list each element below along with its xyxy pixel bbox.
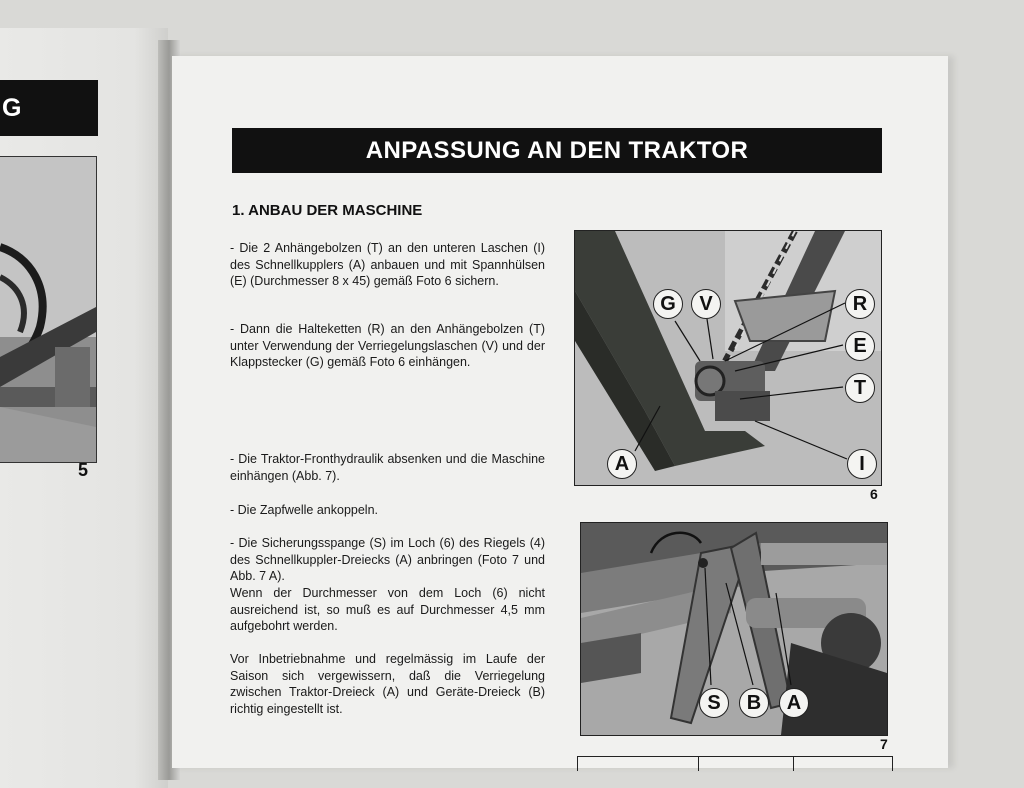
callout-v: V — [691, 289, 721, 319]
table-top-edge — [577, 756, 893, 771]
left-figure-number: 5 — [78, 460, 89, 480]
paragraph-durchmesser: Wenn der Durchmesser von dem Loch (6) nicht ausreichend ist, so muß es auf Durchmesser 4,5 mm aufgebohrt werden. — [230, 586, 545, 633]
paragraph-inbetriebnahme: Vor Inbetriebnahme und regelmässig im Laufe der Saison sich vergewissern, daß die Verriegelung zwischen Traktor-Dreieck (A) und Geräte-Dreieck (B) richtig eingestellt ist. — [230, 652, 545, 716]
figure-number-7: 7 — [880, 736, 888, 752]
left-page-header-bar — [0, 80, 98, 136]
photo-6 — [574, 230, 882, 486]
callout-r: R — [845, 289, 875, 319]
paragraph-sicherungsspange: - Die Sicherungsspange (S) im Loch (6) des Riegels (4) des Schnellkuppler-Dreiecks (A) anbringen (Foto 7 und Abb. 7 A). — [230, 536, 545, 583]
left-page-photo — [0, 156, 97, 463]
callout-b: B — [739, 688, 769, 718]
callout-t: T — [845, 373, 875, 403]
photo-6-illustration — [575, 231, 881, 485]
section-heading: 1. ANBAU DER MASCHINE — [232, 202, 423, 219]
callout-i: I — [847, 449, 877, 479]
paragraph-halteketten: - Dann die Halteketten (R) an den Anhängebolzen (T) unter Verwendung der Verriegelungslaschen (V) und der Klappstecker (G) gemäß Foto 6 einhängen. — [230, 322, 545, 369]
callout-s: S — [699, 688, 729, 718]
left-page-header-text: G — [2, 93, 22, 122]
paragraph-zapfwelle: - Die Zapfwelle ankoppeln. — [230, 503, 378, 517]
photo-7 — [580, 522, 888, 736]
figure-number-6: 6 — [870, 486, 878, 502]
paragraph-anhaengebolzen: - Die 2 Anhängebolzen (T) an den unteren Laschen (I) des Schnellkupplers (A) anbauen und mit Spannhülsen (E) (Durchmesser 8 x 45) gemäß Foto 6 sichern. — [230, 241, 545, 288]
callout-a: A — [607, 449, 637, 479]
callout-a-7: A — [779, 688, 809, 718]
left-photo-illustration — [0, 157, 96, 462]
paragraph-fronthydraulik: - Die Traktor-Fronthydraulik absenken und die Maschine einhängen (Abb. 7). — [230, 452, 545, 483]
page-title: ANPASSUNG AN DEN TRAKTOR — [365, 136, 749, 164]
page-title-bar — [232, 128, 882, 173]
table-column-divider — [698, 757, 699, 771]
photo-7-illustration — [581, 523, 887, 735]
callout-e: E — [845, 331, 875, 361]
table-column-divider — [793, 757, 794, 771]
callout-g: G — [653, 289, 683, 319]
